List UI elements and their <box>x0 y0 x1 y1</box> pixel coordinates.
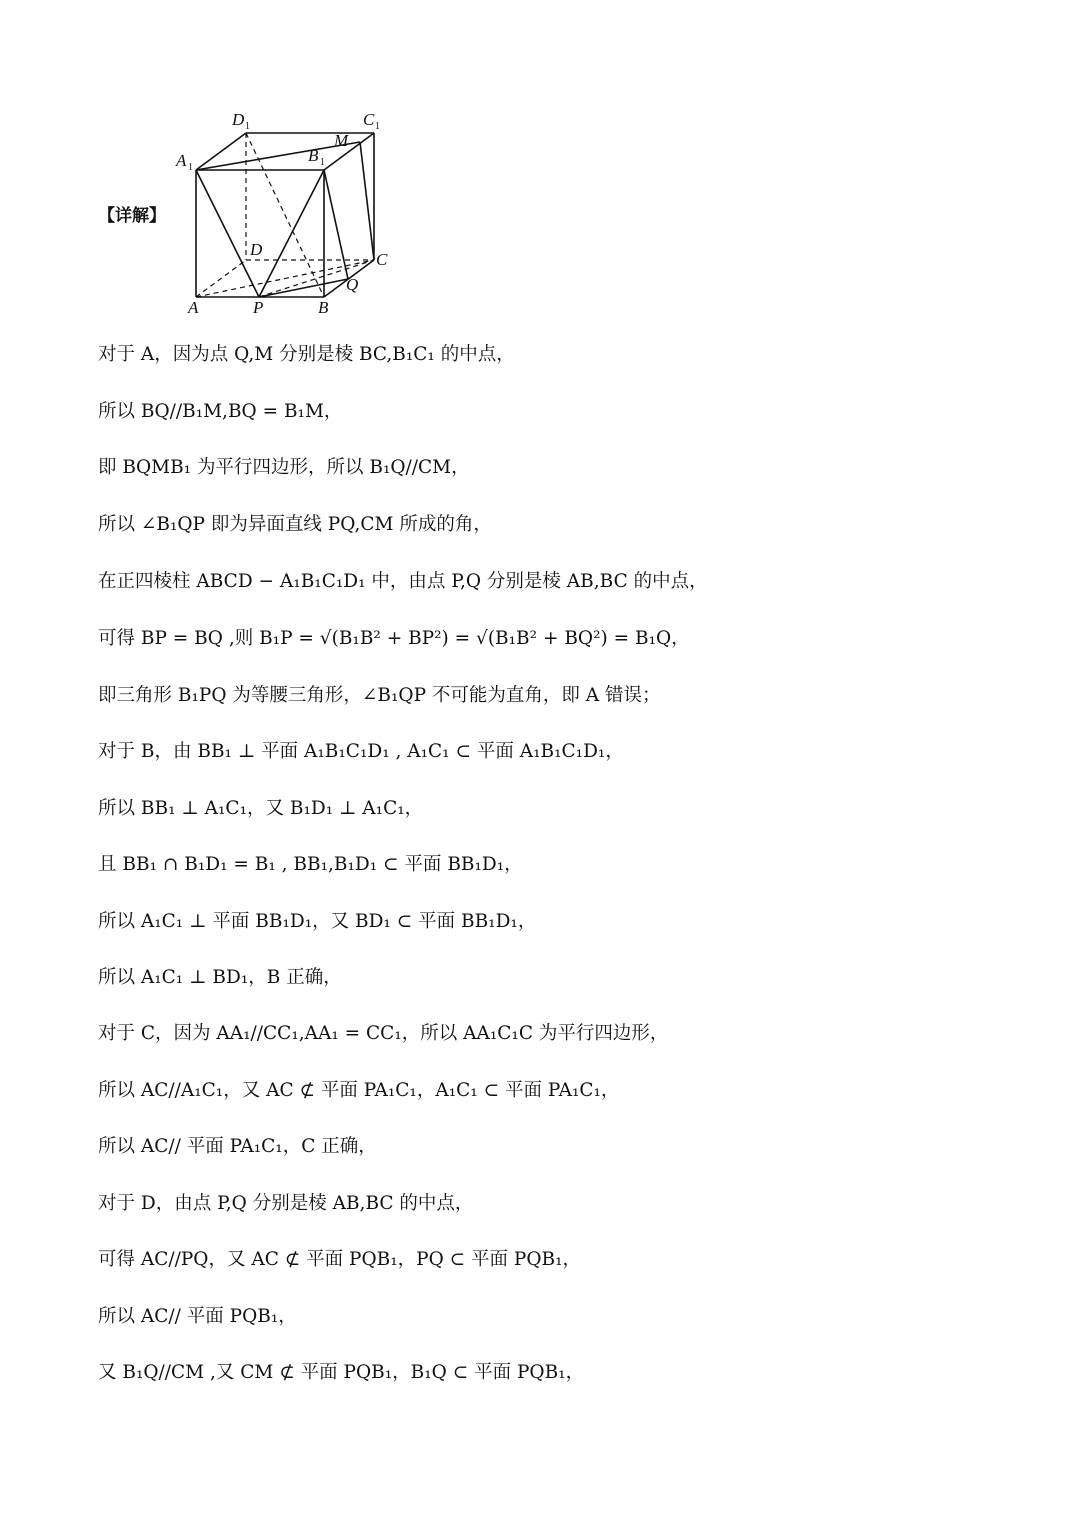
text-line: 对于 B，由 BB₁ ⊥ 平面 A₁B₁C₁D₁ , A₁C₁ ⊂ 平面 A₁B₁C₁D₁， <box>98 741 624 762</box>
text-line: 所以 AC//A₁C₁，又 AC ⊄ 平面 PA₁C₁，A₁C₁ ⊂ 平面 PA₁C₁， <box>98 1080 620 1101</box>
text-line: 对于 C，因为 AA₁//CC₁,AA₁ = CC₁，所以 AA₁C₁C 为平行四边形， <box>98 1023 669 1044</box>
label-d: D <box>250 240 263 259</box>
label-b1-sub: 1 <box>320 157 325 168</box>
text-line: 所以 BB₁ ⊥ A₁C₁，又 B₁D₁ ⊥ A₁C₁， <box>98 798 424 819</box>
segment-m-c <box>360 142 374 260</box>
text-line: 对于 D，由点 P,Q 分别是棱 AB,BC 的中点， <box>98 1193 474 1214</box>
segment-b1-p <box>259 170 324 297</box>
edge-a1-d1 <box>196 133 246 170</box>
label-b1: B <box>308 146 319 165</box>
label-a1-sub: 1 <box>188 162 193 173</box>
text-line: 可得 AC//PQ，又 AC ⊄ 平面 PQB₁，PQ ⊂ 平面 PQB₁， <box>98 1249 582 1270</box>
text-line: 对于 A，因为点 Q,M 分别是棱 BC,B₁C₁ 的中点， <box>98 344 515 365</box>
text-line: 所以 ∠B₁QP 即为异面直线 PQ,CM 所成的角， <box>98 514 492 535</box>
edge-b1-c1 <box>324 133 374 170</box>
text-line: 所以 A₁C₁ ⊥ 平面 BB₁D₁，又 BD₁ ⊂ 平面 BB₁D₁， <box>98 911 537 932</box>
label-d1-sub: 1 <box>245 121 250 132</box>
label-a: A <box>188 298 199 317</box>
segment-p-q <box>259 279 348 297</box>
label-d1: D <box>232 110 245 129</box>
label-c1-sub: 1 <box>375 121 380 132</box>
text-line: 所以 AC// 平面 PA₁C₁，C 正确， <box>98 1136 377 1157</box>
text-line: 且 BB₁ ∩ B₁D₁ = B₁ , BB₁,B₁D₁ ⊂ 平面 BB₁D₁， <box>98 854 523 875</box>
hidden-edge-a-d <box>196 260 246 297</box>
segment-a1-p <box>196 170 259 297</box>
text-line: 所以 BQ//B₁M,BQ = B₁M， <box>98 401 343 422</box>
text-line: 所以 A₁C₁ ⊥ BD₁，B 正确， <box>98 967 342 988</box>
label-q: Q <box>346 275 359 294</box>
label-c1: C <box>363 110 375 129</box>
label-c: C <box>376 250 388 269</box>
label-a1: A <box>176 151 187 170</box>
text-line: 又 B₁Q//CM ,又 CM ⊄ 平面 PQB₁，B₁Q ⊂ 平面 PQB₁， <box>98 1362 585 1383</box>
label-b: B <box>318 298 329 317</box>
label-m: M <box>334 131 349 150</box>
text-line: 即 BQMB₁ 为平行四边形，所以 B₁Q//CM， <box>98 457 470 478</box>
prism-figure <box>170 103 410 325</box>
label-p: P <box>253 298 264 317</box>
detail-heading: 【详解】 <box>98 206 166 226</box>
text-line: 即三角形 B₁PQ 为等腰三角形，∠B₁QP 不可能为直角，即 A 错误； <box>98 685 661 706</box>
text-line: 在正四棱柱 ABCD − A₁B₁C₁D₁ 中，由点 P,Q 分别是棱 AB,BC 的中点， <box>98 571 708 592</box>
text-line: 可得 BP = BQ ,则 B₁P = √(B₁B² + BP²) = √(B₁B² + BQ²) = B₁Q， <box>98 628 690 649</box>
text-line: 所以 AC// 平面 PQB₁， <box>98 1306 297 1327</box>
segment-b1-q <box>324 170 348 279</box>
prism-diagram <box>170 103 410 325</box>
